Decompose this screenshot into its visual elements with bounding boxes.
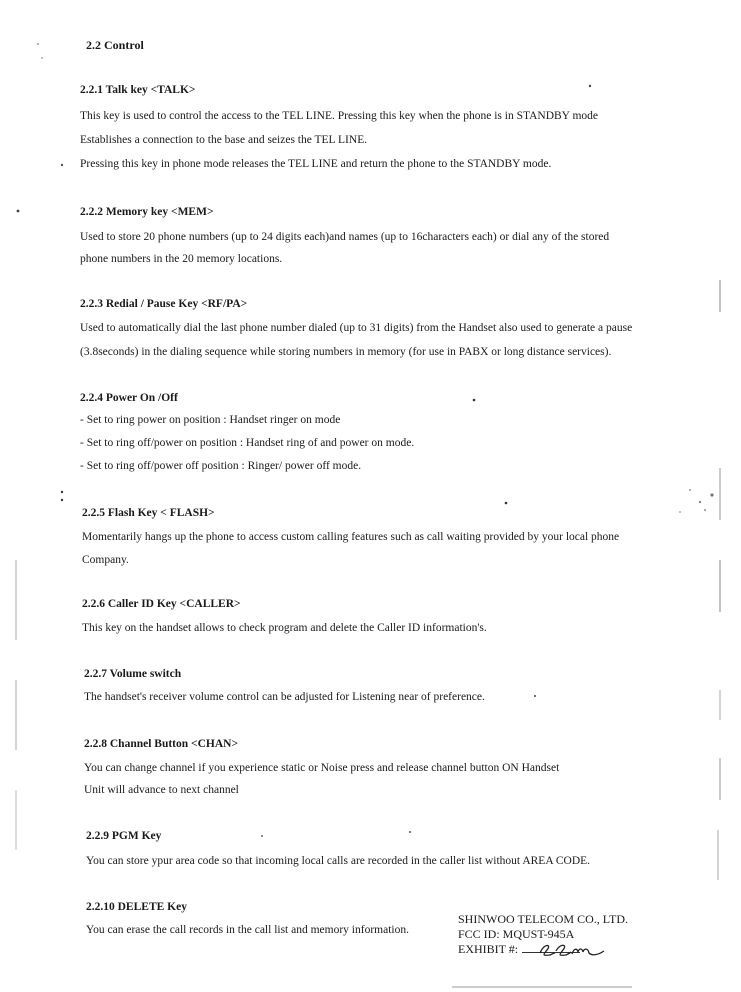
heading-delete-key: 2.2.10 DELETE Key [86,901,187,913]
heading-channel-button: 2.2.8 Channel Button <CHAN> [84,738,239,750]
heading-talk-key: 2.2.1 Talk key <TALK> [80,84,196,96]
paragraph-line: (3.8seconds) in the dialing sequence while storing numbers in memory (for use in PABX or long distance services). [80,346,612,358]
paragraph-line: You can erase the call records in the call list and memory information. [86,924,409,936]
handwritten-exhibit-number [538,940,608,960]
paragraph-line: Company. [82,554,129,566]
company-name: SHINWOO TELECOM CO., LTD. [458,912,628,926]
paragraph-line: Establishes a connection to the base and seizes the TEL LINE. [80,134,368,146]
paragraph-line: Used to automatically dial the last phone number dialed (up to 31 digits) from the Handset also used to generate a pause [80,322,633,334]
heading-power-on-off: 2.2.4 Power On /Off [80,392,178,404]
paragraph-line: This key is used to control the access to the TEL LINE. Pressing this key when the phone is in STANDBY mode [80,110,598,122]
paragraph-line: - Set to ring off/power off position : Ringer/ power off mode. [80,460,362,472]
heading-flash-key: 2.2.5 Flash Key < FLASH> [82,507,215,519]
fcc-id: FCC ID: MQUST-945A [458,927,575,941]
heading-volume-switch: 2.2.7 Volume switch [84,668,182,680]
heading-caller-id-key: 2.2.6 Caller ID Key <CALLER> [82,598,241,610]
heading-pgm-key: 2.2.9 PGM Key [86,830,162,842]
paragraph-line: You can store ypur area code so that incoming local calls are recorded in the caller list without AREA CODE. [86,855,591,867]
paragraph-line: You can change channel if you experience static or Noise press and release channel button ON Handset [84,762,560,774]
paragraph-line: - Set to ring off/power on position : Handset ring of and power on mode. [80,437,415,449]
paragraph-line: Pressing this key in phone mode releases the TEL LINE and return the phone to the STANDBY mode. [80,158,552,170]
paragraph-line: phone numbers in the 20 memory locations. [80,253,283,265]
paragraph-line: Unit will advance to next channel [84,784,239,796]
paragraph-line: The handset's receiver volume control can be adjusted for Listening near of preference. [84,691,485,703]
paragraph-line: - Set to ring power on position : Handset ringer on mode [80,414,341,426]
heading-memory-key: 2.2.2 Memory key <MEM> [80,206,214,218]
heading-redial-pause-key: 2.2.3 Redial / Pause Key <RF/PA> [80,298,248,310]
paragraph-line: Momentarily hangs up the phone to access custom calling features such as call waiting provided by your local phone [82,531,620,543]
paragraph-line: This key on the handset allows to check program and delete the Caller ID information's. [82,622,487,634]
paragraph-line: Used to store 20 phone numbers (up to 24 digits each)and names (up to 16characters each) or dial any of the stored [80,231,610,243]
section-title: 2.2 Control [86,38,144,52]
exhibit-label: EXHIBIT #: [458,942,519,956]
